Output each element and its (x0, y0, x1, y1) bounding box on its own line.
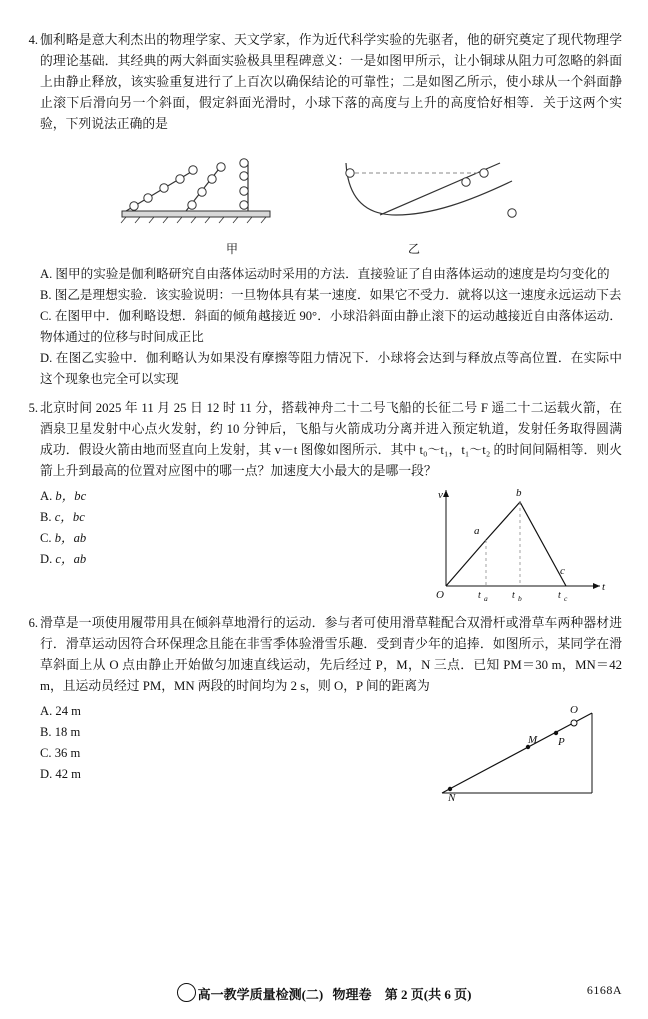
svg-text:v: v (438, 489, 443, 501)
svg-text:t: t (512, 590, 515, 601)
question-5-stem: 北京时间 2025 年 11 月 25 日 12 时 11 分，搭载神舟二十二号飞船的长征二号 F 遥二十二运载火箭，在酒泉卫星发射中心点火发射，约 10 分钟后，飞船与火箭成功分离并进入预定轨道，发射任务取得圆满成功．假设火箭由地而竖直向上发射，其 v－t 图像如图所示．其中 t₀～t₁，t₁～t₂ 的时间间隔相等．则火箭上升到最高的位置对应图中的哪一点？加速度大小最大的是哪一段？ (40, 401, 622, 478)
q4-figure-svg (80, 141, 560, 239)
q6-option-d-label: D. (40, 767, 53, 781)
q4-option-a-text: 图甲的实验是伽利略研究自由落体运动时采用的方法．直接验证了自由落体运动的速度是均匀变化的 (55, 267, 610, 281)
question-4 (18, 30, 622, 390)
svg-text:a: a (474, 525, 480, 537)
question-4-number: 4. (28, 33, 38, 47)
svg-text:t: t (558, 590, 561, 601)
q4-option-d-text: 在图乙实验中．伽利略认为如果没有摩擦等阻力情况下．小球将会达到与释放点等高位置．在实际中这个现象也完全可以实现 (40, 351, 622, 386)
q5-option-b-label: B. (40, 510, 52, 524)
q4-figure-captions (18, 240, 622, 258)
q5-option-d-label: D. (40, 552, 53, 566)
q4-caption-left: 甲 (226, 242, 239, 256)
svg-text:M: M (528, 734, 538, 746)
question-5-number: 5. (28, 401, 38, 415)
q6-option-b-label: B. (40, 725, 52, 739)
svg-text:b: b (518, 594, 522, 602)
footer-circle-icon (177, 983, 196, 1002)
footer-code: 6168A (586, 983, 622, 997)
q4-option-c[interactable] (40, 306, 622, 348)
q5-option-b-text: c，bc (54, 510, 85, 524)
q6-option-c-label: C. (40, 746, 52, 760)
q6-option-d-text: 42 m (55, 767, 81, 781)
svg-text:c: c (560, 565, 565, 577)
svg-text:t: t (478, 590, 481, 601)
q6-option-c-text: 36 m (54, 746, 81, 760)
q4-option-d-label: D. (40, 351, 53, 365)
question-5-figure (424, 482, 614, 607)
q6-option-b-text: 18 m (54, 725, 81, 739)
question-4-stem: 伽利略是意大利杰出的物理学家、天文学家，作为近代科学实验的先驱者，他的研究奠定了现代物理学的理论基础．其经典的两大斜面实验极具里程碑意义：一是如图甲所示，让小铜球从阻力可忽略的斜面上由静止释放，该实验重复进行了上百次以确保结论的可靠性；二是如图乙所示，使小球从一个斜面静止滚下后滑向另一个斜面，假定斜面光滑时，小球下落的高度与上升的高度恰好相等．关于这两个实验，下列说法正确的是 (40, 33, 622, 131)
svg-text:t: t (602, 581, 606, 593)
q4-option-d[interactable] (40, 348, 622, 390)
q4-option-b-label: B. (40, 288, 52, 302)
footer-subject: 物理卷 (332, 987, 372, 1002)
question-4-figure (18, 141, 622, 244)
q4-option-a[interactable] (40, 264, 622, 285)
question-6-figure (424, 697, 614, 807)
svg-text:P: P (558, 736, 565, 748)
svg-text:O: O (570, 704, 578, 716)
q4-caption-right: 乙 (408, 242, 421, 256)
svg-text:c: c (564, 594, 568, 602)
svg-text:b: b (516, 487, 522, 499)
q5-option-d-text: c，ab (55, 552, 87, 566)
q4-option-b-text: 图乙是理想实验．该实验说明：一旦物体具有某一速度．如果它不受力．就将以这一速度永远运动下去 (54, 288, 622, 302)
question-6 (18, 613, 622, 807)
footer-page: 第 2 页(共 6 页) (384, 987, 472, 1002)
q4-option-b[interactable] (40, 285, 622, 306)
q6-incline-svg (424, 697, 614, 802)
svg-text:N: N (448, 792, 456, 802)
question-5 (18, 398, 622, 607)
page-footer (0, 983, 648, 1003)
q6-option-a-label: A. (40, 704, 53, 718)
q5-option-a-label: A. (40, 489, 53, 503)
question-6-stem: 滑草是一项使用履带用具在倾斜草地滑行的运动．参与者可使用滑草鞋配合双滑杆或滑草车两种器材进行．滑草运动因符合环保理念且能在非雪季体验滑雪乐趣．受到青少年的追捧．如图所示，某同学在滑草斜面上从 O 点由静止开始做匀加速直线运动，先后经过 P，M，N 三点．已知 PM＝30 m，MN＝42 m，且运动员经过 PM，MN 两段的时间均为 2 s，则 O，P 间的距离为 (40, 616, 622, 693)
q5-option-a-text: b，bc (55, 489, 87, 503)
q5-vt-graph-svg (424, 482, 614, 602)
q6-option-a-text: 24 m (55, 704, 81, 718)
q5-option-c-text: b，ab (54, 531, 87, 545)
svg-text:a: a (484, 594, 488, 602)
footer-title: 高一教学质量检测(二) (197, 987, 324, 1002)
svg-text:O: O (436, 589, 444, 601)
q4-option-c-text: 在图甲中．伽利略设想．斜面的倾角越接近 90°．小球沿斜面由静止滚下的运动越接近自由落体运动．物体通过的位移与时间成正比 (40, 309, 622, 344)
question-6-number: 6. (28, 616, 38, 630)
q4-option-c-label: C. (40, 309, 52, 323)
q5-option-c-label: C. (40, 531, 52, 545)
q4-option-a-label: A. (40, 267, 53, 281)
